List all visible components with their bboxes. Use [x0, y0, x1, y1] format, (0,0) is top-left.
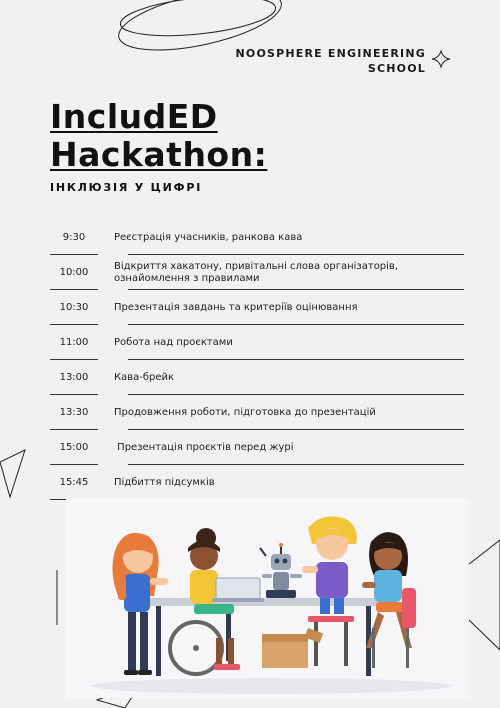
- schedule-row: [50, 290, 450, 325]
- event-subtitle: ІНКЛЮЗІЯ У ЦИФРІ: [50, 181, 203, 194]
- schedule-row: [50, 360, 450, 395]
- schedule-event: Відкриття хакатону, привітальні слова організаторів, ознайомлення з правилами: [114, 260, 399, 284]
- schedule-event: Продовження роботи, підготовка до презентацій: [114, 406, 376, 418]
- event-title: [50, 98, 267, 174]
- schedule-event: Презентація проєктів перед журі: [114, 441, 294, 453]
- kids-robotics-illustration: [66, 498, 469, 698]
- schedule-event: Кава-брейк: [114, 371, 175, 383]
- schedule-time: 15:00: [59, 442, 89, 453]
- schedule-row: [50, 255, 450, 290]
- schedule-row: [50, 430, 450, 465]
- schedule-event: Робота над проєктами: [114, 336, 233, 348]
- schedule-time: 10:00: [59, 267, 89, 278]
- schedule-time: 13:30: [59, 407, 89, 418]
- title-line-2: Hackathon:: [50, 135, 268, 174]
- schedule-time: 10:30: [59, 302, 89, 313]
- schedule-list: [50, 220, 450, 500]
- schedule-time: 15:45: [59, 477, 89, 488]
- schedule-event: Реєстрація учасників, ранкова кава: [114, 231, 303, 243]
- sparkle-icon: [432, 51, 450, 67]
- schedule-time: 13:00: [59, 372, 89, 383]
- title-line-1: IncludED: [50, 97, 218, 136]
- schedule-time: 9:30: [62, 232, 86, 243]
- schedule-row: [50, 220, 450, 255]
- schedule-event: Презентація завдань та критеріїв оцінювання: [114, 301, 358, 313]
- schedule-row: [50, 325, 450, 360]
- schedule-event: Підбиття підсумків: [114, 476, 215, 488]
- schedule-time: 11:00: [59, 337, 89, 348]
- schedule-row: [50, 465, 450, 500]
- illustration-svg: [66, 498, 469, 698]
- schedule-row: [50, 395, 450, 430]
- laptop-icon: [212, 578, 264, 602]
- school-name: NOOSPHERE ENGINEERING SCHOOL: [235, 47, 426, 75]
